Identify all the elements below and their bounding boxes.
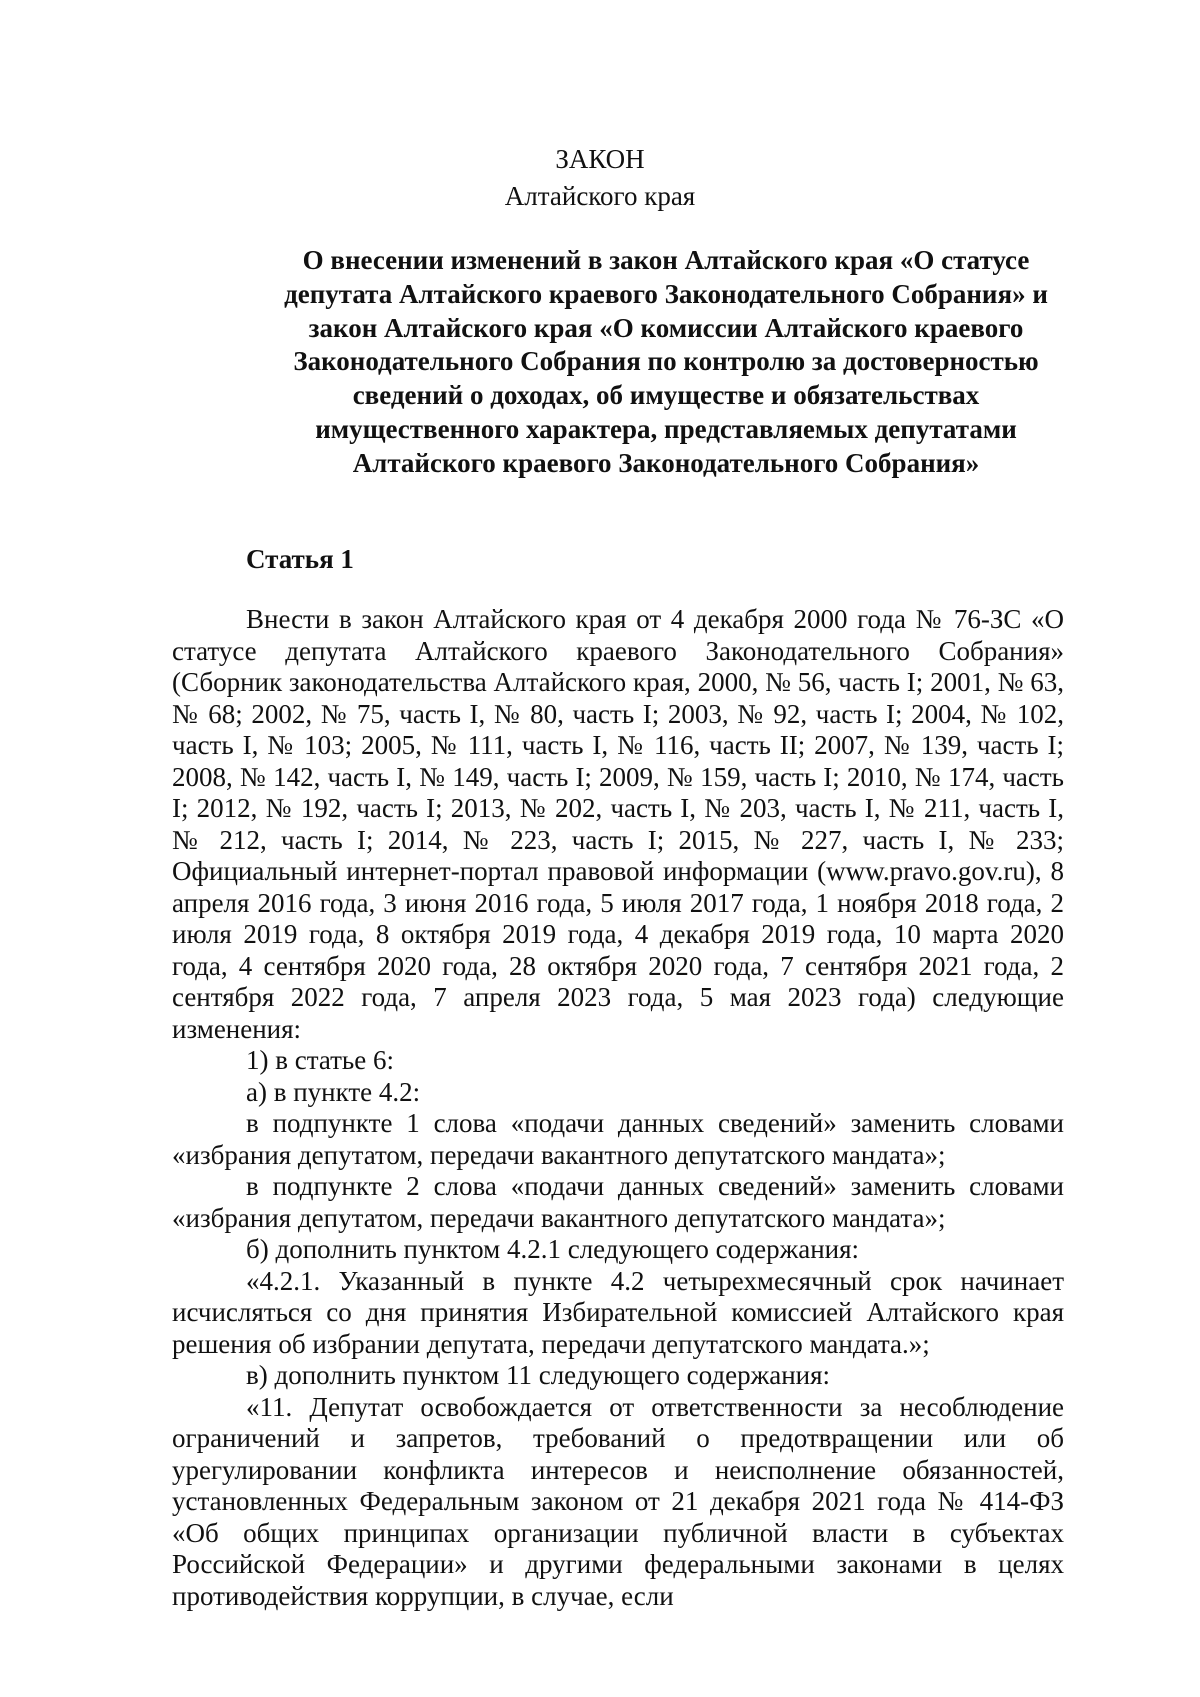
paragraph: в подпункте 2 слова «подачи данных сведений» заменить словами «избрания депутатом, передачи вакантного депутатского мандата»; (172, 1171, 1064, 1233)
paragraph: 1) в статье 6: (246, 1045, 394, 1075)
paragraph: в) дополнить пунктом 11 следующего содержания: (246, 1360, 831, 1390)
article-heading: Статья 1 (246, 544, 354, 574)
region-label: Алтайского края (504, 181, 696, 211)
paragraph: «11. Депутат освобождается от ответственности за несоблюдение ограничений и запретов, требований о предотвращении или об урегулировании конфликта интересов и неисполнение обязанностей, установленных Федеральным законом от 21 декабря 2021 года № 414-ФЗ «Об общих принципах организации публичной власти в субъектах Российской Федерации» и другими федеральными законами в целях противодействия коррупции, в случае, если (172, 1391, 1064, 1611)
paragraph: б) дополнить пунктом 4.2.1 следующего содержания: (246, 1234, 860, 1264)
paragraph: «4.2.1. Указанный в пункте 4.2 четырехмесячный срок начинает исчисляться со дня принятия Избирательной комиссией Алтайского края решения об избрании депутата, передачи депутатского мандата.»; (172, 1265, 1064, 1359)
paragraph: в подпункте 1 слова «подачи данных сведений» заменить словами «избрания депутатом, передачи вакантного депутатского мандата»; (172, 1108, 1064, 1170)
paragraph: а) в пункте 4.2: (246, 1076, 421, 1107)
article-body (172, 604, 1064, 1612)
law-label: ЗАКОН (555, 144, 645, 174)
paragraph: Внести в закон Алтайского края от 4 декабря 2000 года № 76-ЗС «О статусе депутата Алтайского краевого Законодательного Собрания» (Сборник законодательства Алтайского края, 2000, № 56, часть I; 2001, № 63, № 68; 2002, № 75, часть I, № 80, часть I; 2003, № 92, часть I; 2004, № 102, часть I, № 103; 2005, № 111, часть I, № 116, часть II; 2007, № 139, часть I; 2008, № 142, часть I, № 149, часть I; 2009, № 159, часть I; 2010, № 174, часть I; 2012, № 192, часть I; 2013, № 202, часть I, № 203, часть I, № 211, часть I, № 212, часть I; 2014, № 223, часть I; 2015, № 227, часть I, № 233; Официальный интернет-портал правовой информации (www.pravo.gov.ru), 8 апреля 2016 года, 3 июня 2016 года, 5 июля 2017 года, 1 ноября 2018 года, 2 июля 2019 года, 8 октября 2019 года, 4 декабря 2019 года, 10 марта 2020 года, 4 сентября 2020 года, 28 октября 2020 года, 7 сентября 2021 года, 2 сентября 2022 года, 7 апреля 2023 года, 5 мая 2023 года) следующие изменения: (172, 604, 1064, 1044)
law-subject-title: О внесении изменений в закон Алтайского края «О статусе депутата Алтайского краевого Законодательного Собрания» и закон Алтайского края «О комиссии Алтайского краевого Законодательного Собрания по контролю за достоверностью сведений о доходах, об имуществе и обязательствах имущественного характера, представляемых депутатами Алтайского краевого Законодательного Собрания» (284, 245, 1048, 478)
